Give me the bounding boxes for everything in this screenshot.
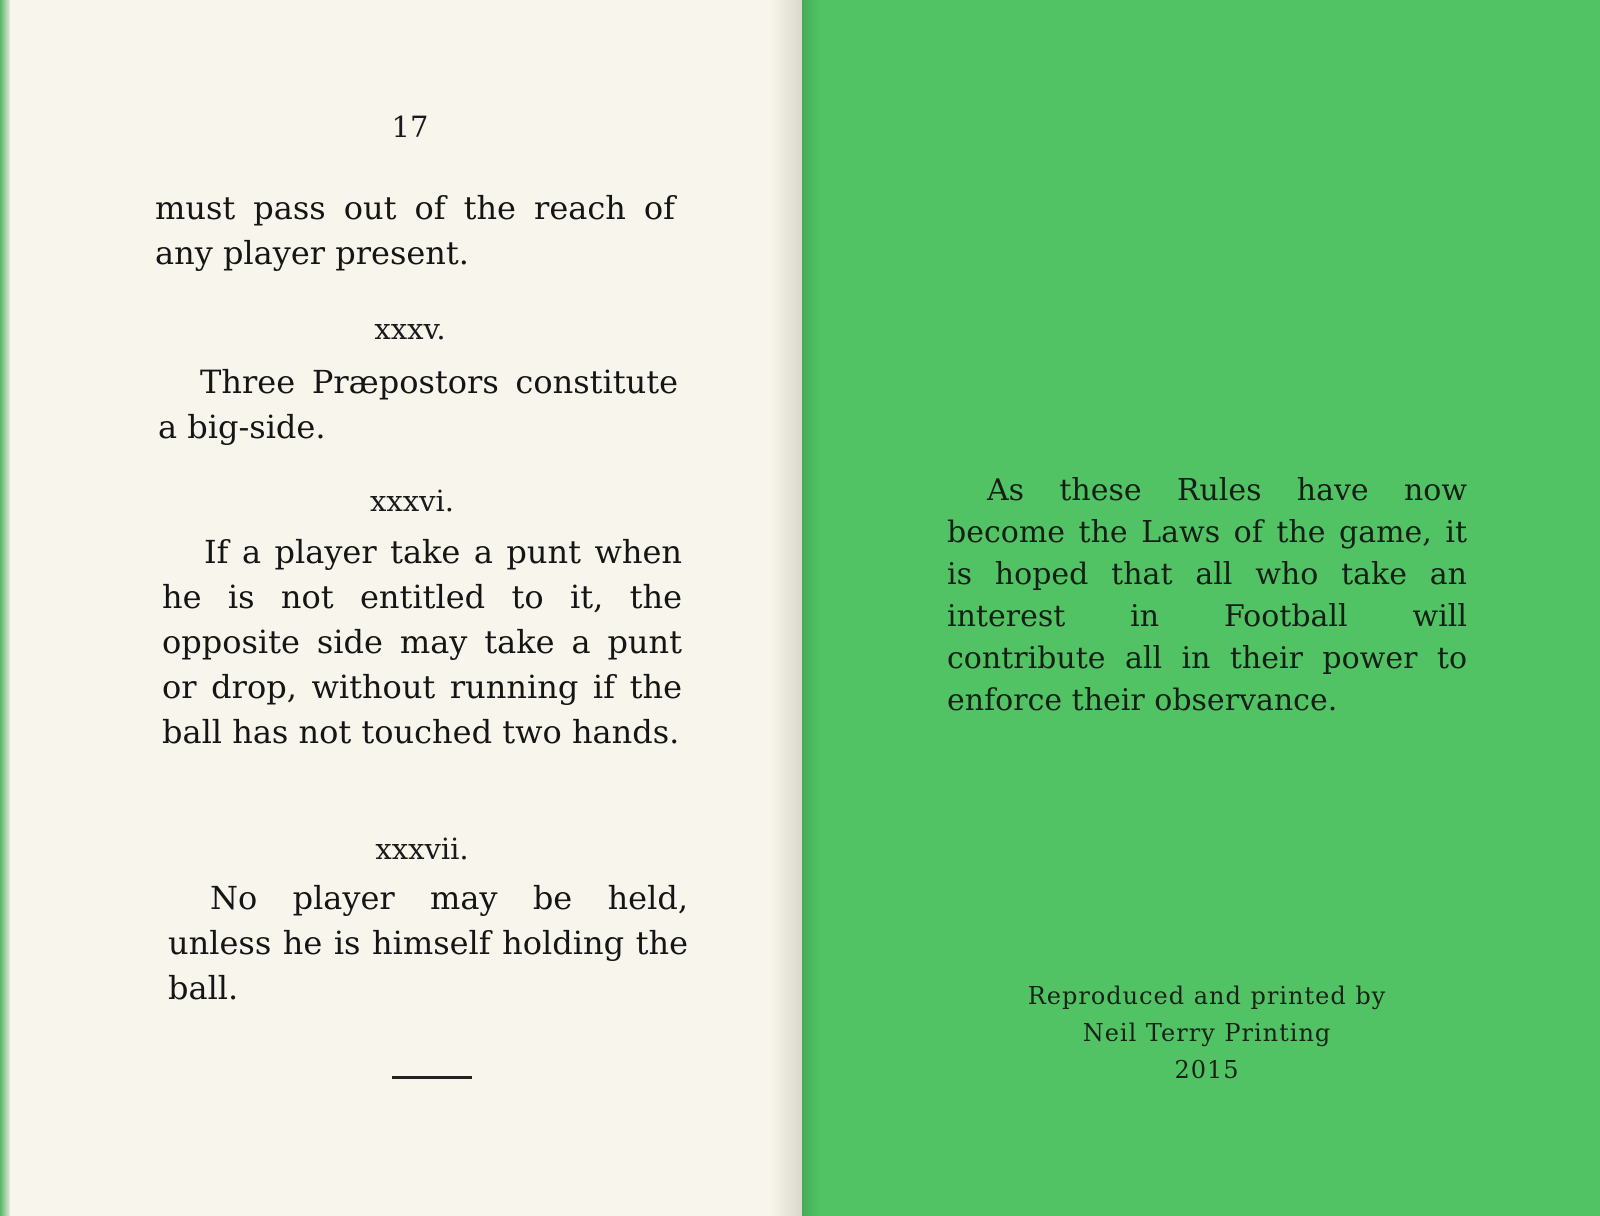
rule-number-xxxvi: xxxvi. xyxy=(370,484,454,518)
rule-number-xxxv: xxxv. xyxy=(374,312,446,346)
right-page-gutter xyxy=(802,0,820,1216)
rule-text-xxxvii: No player may be held, unless he is himself holding the ball. xyxy=(168,879,688,1007)
colophon xyxy=(992,978,1422,1089)
left-page-edge xyxy=(0,0,10,1216)
page-number: 17 xyxy=(391,110,429,144)
gutter-shadow xyxy=(770,0,802,1216)
closing-paragraph: As these Rules have now become the Laws of the game, it is hoped that all who take an interest in Football will contribute all in their power to enforce their observance. xyxy=(947,473,1467,718)
rule-number-xxxvii: xxxvii. xyxy=(375,832,469,866)
rule-text-xxxvi: If a player take a punt when he is not entitled to it, the opposite side may take a punt or drop, without running if the ball has not touched two hands. xyxy=(162,533,682,751)
right-page xyxy=(802,0,1600,1216)
continuation-paragraph: must pass out of the reach of any player present. xyxy=(155,189,675,272)
colophon-printer: Neil Terry Printing xyxy=(1082,1019,1332,1047)
colophon-year: 2015 xyxy=(1174,1056,1240,1084)
end-rule-divider xyxy=(392,1076,472,1079)
rule-text-xxxv: Three Præpostors constitute a big-side. xyxy=(158,363,678,446)
colophon-line-1: Reproduced and printed by xyxy=(1027,982,1387,1010)
